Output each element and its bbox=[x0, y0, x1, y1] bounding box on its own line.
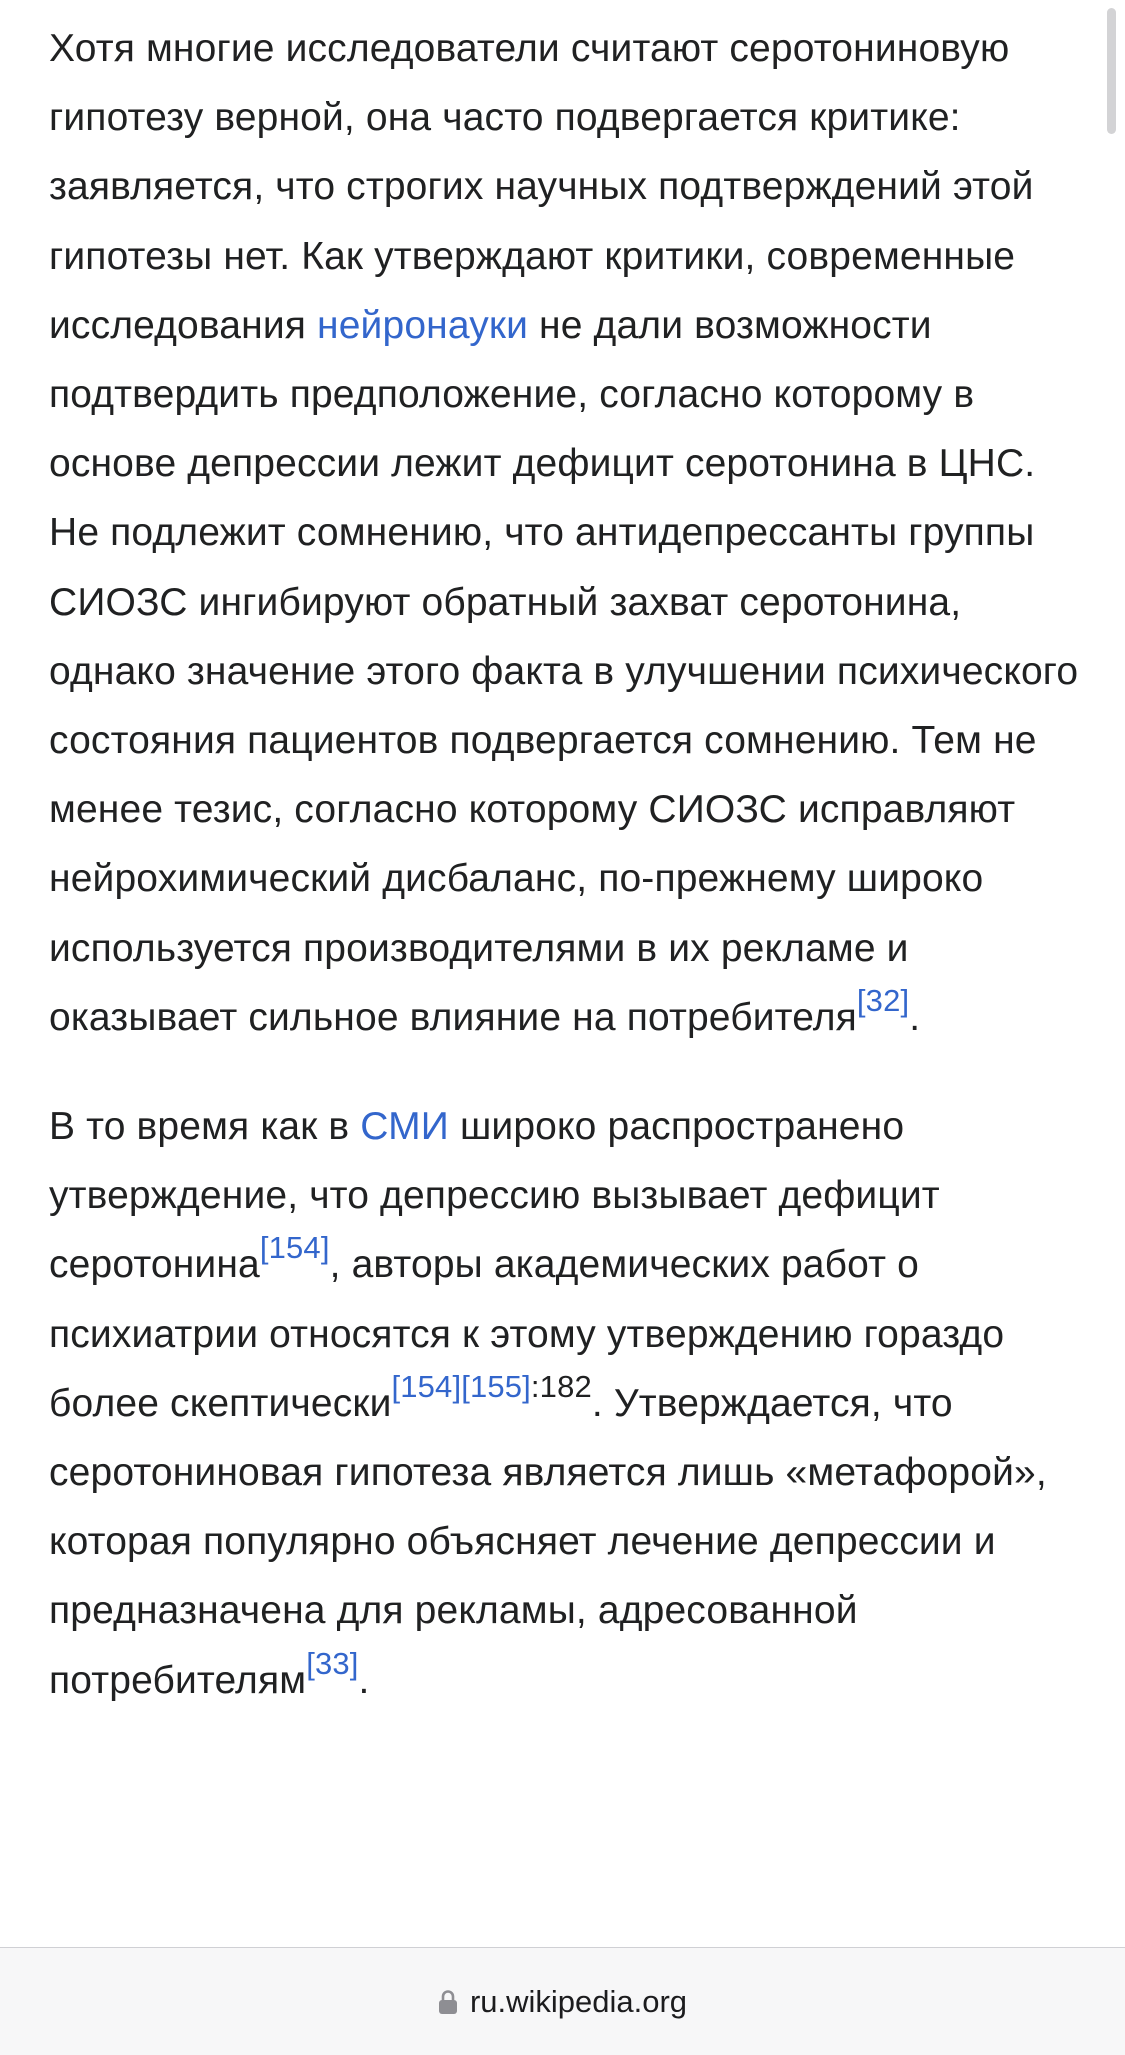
lock-icon bbox=[438, 1989, 458, 2015]
paragraph-text: Хотя многие исследователи считают серотониновую гипотезу верной, она часто подвергается критике: заявляется, что строгих научных подтверждений этой гипотезы нет. Как утверждают критики, современные исследования bbox=[49, 27, 1034, 347]
reference-link[interactable]: [33] bbox=[306, 1645, 359, 1681]
reference-link[interactable]: [32] bbox=[856, 982, 910, 1018]
url-text[interactable]: ru.wikipedia.org bbox=[469, 1984, 688, 2019]
reference-link[interactable]: [154] bbox=[391, 1368, 462, 1404]
page-reference: :182 bbox=[530, 1368, 592, 1404]
article-content bbox=[49, 14, 1079, 1715]
reference-link[interactable]: [154] bbox=[259, 1230, 330, 1266]
paragraph-text: . Утверждается, что серотониновая гипотеза является лишь «метафорой», которая популярно объясняет лечение депрессии и предназначена для рекламы, адресованной потребителям bbox=[49, 1381, 1047, 1702]
reference-154[interactable] bbox=[260, 1230, 330, 1265]
address-display[interactable] bbox=[0, 1984, 1125, 2020]
browser-address-bar[interactable] bbox=[0, 1947, 1125, 2055]
article-paragraph bbox=[49, 14, 1079, 1052]
reference-33[interactable] bbox=[306, 1645, 358, 1680]
article-paragraph bbox=[49, 1092, 1079, 1715]
paragraph-text: широко распространено утверждение, что депрессию вызывает дефицит серотонина bbox=[49, 1105, 940, 1287]
paragraph-text: В то время как в bbox=[49, 1105, 361, 1149]
scrollbar[interactable] bbox=[1107, 8, 1116, 134]
reference-154-155[interactable] bbox=[392, 1369, 531, 1404]
link-media[interactable]: СМИ bbox=[360, 1105, 449, 1149]
paragraph-end: . bbox=[909, 995, 921, 1039]
paragraph-text: не дали возможности подтвердить предположение, согласно которому в основе депрессии лежит дефицит серотонина в ЦНС. Не подлежит сомнению, что антидепрессанты группы СИОЗС ингибируют обратный захват серотонина, однако значение этого факта в улучшении психического состояния пациентов подвергается сомнению. Тем не менее тезис, согласно которому СИОЗС исправляют нейрохимический дисбаланс, по-прежнему широко используется производителями в их рекламе и оказывает сильное влияние на потребителя bbox=[49, 303, 1079, 1039]
reference-32[interactable] bbox=[857, 983, 909, 1018]
paragraph-text: , авторы академических работ о психиатрии относятся к этому утверждению гораздо более скептически bbox=[49, 1243, 1005, 1425]
reference-link[interactable]: [155] bbox=[461, 1368, 531, 1404]
link-neuroscience[interactable]: нейронауки bbox=[317, 303, 529, 347]
paragraph-end: . bbox=[358, 1658, 370, 1702]
